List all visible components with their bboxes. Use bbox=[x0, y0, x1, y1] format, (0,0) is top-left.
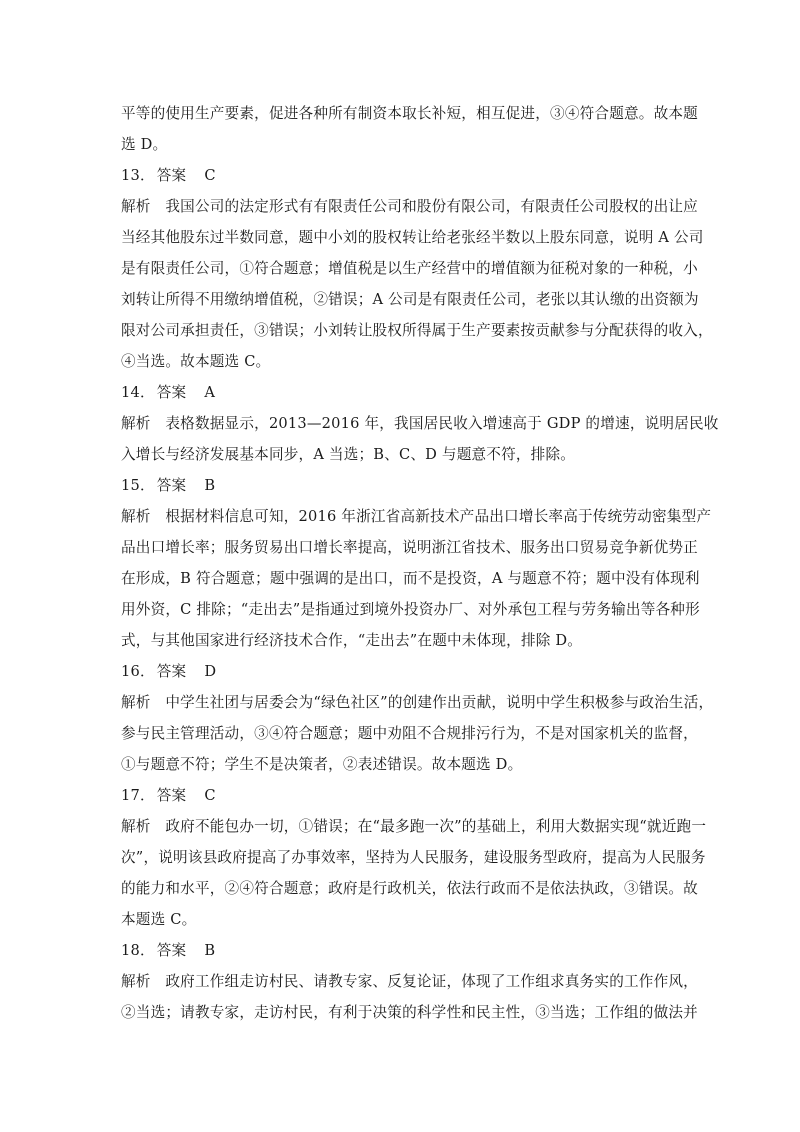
analysis-line: 当经其他股东过半数同意，题中小刘的股权转让给老张经半数以上股东同意，说明 A 公司 bbox=[121, 229, 704, 246]
analysis-line: 解析 根据材料信息可知，2016 年浙江省高新技术产品出口增长率高于传统劳动密集型产 bbox=[121, 508, 712, 525]
answer-label: 答案 bbox=[156, 477, 187, 494]
intro-line: 选 D。 bbox=[121, 136, 168, 153]
analysis-line: 的能力和水平，②④符合题意；政府是行政机关，依法行政而不是依法执政，③错误。故 bbox=[121, 880, 698, 897]
question-17-header bbox=[121, 780, 686, 811]
answer-value: B bbox=[204, 477, 216, 494]
answer-value: D bbox=[204, 663, 217, 680]
question-number: 13． bbox=[121, 167, 155, 184]
analysis-line: 限对公司承担责任，③错误；小刘转让股权所得属于生产要素按贡献参与分配获得的收入， bbox=[121, 322, 713, 339]
analysis-line: 刘转让所得不用缴纳增值税，②错误；A 公司是有限责任公司，老张以其认缴的出资额为 bbox=[121, 291, 699, 308]
analysis-line: 解析 表格数据显示，2013—2016 年，我国居民收入增速高于 GDP 的增速，说明居民收 bbox=[121, 415, 719, 432]
question-13-header bbox=[121, 160, 686, 191]
question-number: 14． bbox=[121, 384, 155, 401]
answer-label: 答案 bbox=[156, 663, 187, 680]
analysis-line: 式，与其他国家进行经济技术合作，“走出去”在题中未体现，排除 D。 bbox=[121, 632, 583, 649]
intro-line: 平等的使用生产要素，促进各种所有制资本取长补短，相互促进，③④符合题意。故本题 bbox=[121, 105, 698, 122]
question-14-header bbox=[121, 377, 686, 408]
analysis-line: 解析 政府不能包办一切，①错误；在“最多跑一次”的基础上，利用大数据实现“就近跑一 bbox=[121, 818, 707, 835]
question-number: 17． bbox=[121, 787, 155, 804]
analysis-line: 入增长与经济发展基本同步，A 当选；B、C、D 与题意不符，排除。 bbox=[121, 446, 576, 463]
answer-value: C bbox=[204, 167, 216, 184]
analysis-line: ④当选。故本题选 C。 bbox=[121, 353, 271, 370]
answer-value: A bbox=[204, 384, 216, 401]
answer-value: C bbox=[204, 787, 216, 804]
analysis-line: 解析 中学生社团与居委会为“绿色社区”的创建作出贡献，说明中学生积极参与政治生活， bbox=[121, 694, 714, 711]
question-number: 16． bbox=[121, 663, 155, 680]
question-number: 15． bbox=[121, 477, 155, 494]
question-number: 18． bbox=[121, 942, 155, 959]
answer-label: 答案 bbox=[156, 942, 187, 959]
analysis-line: 本题选 C。 bbox=[121, 911, 197, 928]
answer-value: B bbox=[204, 942, 216, 959]
analysis-line: 参与民主管理活动，③④符合题意；题中劝阻不合规排污行为，不是对国家机关的监督， bbox=[121, 725, 698, 742]
analysis-line: 是有限责任公司，①符合题意；增值税是以生产经营中的增值额为征税对象的一种税，小 bbox=[121, 260, 698, 277]
answer-label: 答案 bbox=[156, 167, 187, 184]
analysis-line: 解析 我国公司的法定形式有有限责任公司和股份有限公司，有限责任公司股权的出让应 bbox=[121, 198, 698, 215]
question-18-header bbox=[121, 935, 686, 966]
analysis-line: 品出口增长率；服务贸易出口增长率提高，说明浙江省技术、服务出口贸易竞争新优势正 bbox=[121, 539, 698, 556]
question-15-header bbox=[121, 470, 686, 501]
analysis-line: ②当选；请教专家，走访村民，有利于决策的科学性和民主性，③当选；工作组的做法并 bbox=[121, 1004, 698, 1021]
analysis-line: 次”，说明该县政府提高了办事效率，坚持为人民服务，建设服务型政府，提高为人民服务 bbox=[121, 849, 706, 866]
question-16-header bbox=[121, 656, 686, 687]
analysis-line: ①与题意不符；学生不是决策者，②表述错误。故本题选 D。 bbox=[121, 756, 523, 773]
answer-label: 答案 bbox=[156, 384, 187, 401]
analysis-line: 用外资，C 排除；“走出去”是指通过到境外投资办厂、对外承包工程与劳务输出等各种形 bbox=[121, 601, 700, 618]
analysis-line: 在形成，B 符合题意；题中强调的是出口，而不是投资，A 与题意不符；题中没有体现利 bbox=[121, 570, 700, 587]
analysis-line: 解析 政府工作组走访村民、请教专家、反复论证，体现了工作组求真务实的工作作风， bbox=[121, 973, 698, 990]
answer-sheet-page bbox=[121, 98, 719, 1028]
answer-label: 答案 bbox=[156, 787, 187, 804]
